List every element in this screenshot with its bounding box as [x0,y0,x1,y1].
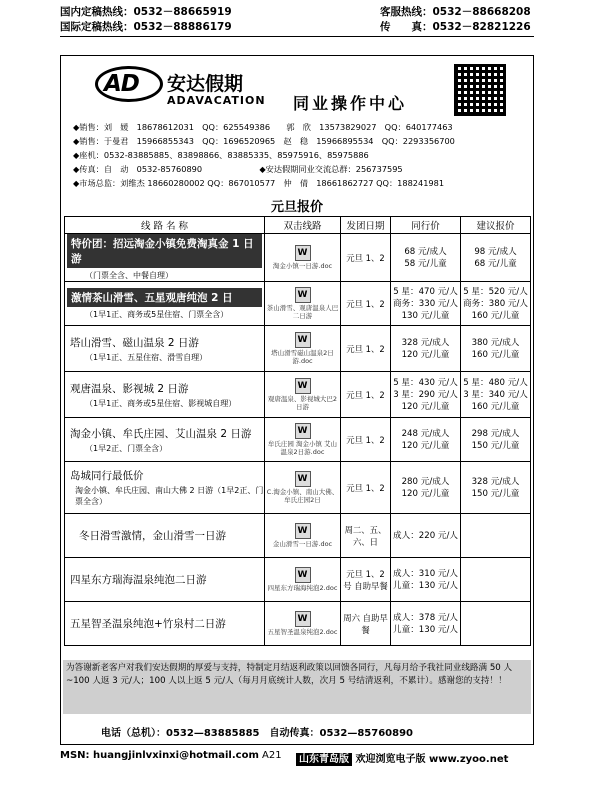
price-line: 120 元/儿童 [401,401,450,412]
price-line: 160 元/儿童 [471,310,520,321]
top-divider [60,36,534,37]
intl-hotline-label: 国际定稿热线： [60,21,134,33]
main-frame [60,55,534,745]
doc-link[interactable] [265,282,341,326]
price-line: 5 星：430 元/人 [393,377,458,388]
price-line: 328 元/成人 [401,337,450,348]
footer-msn: MSN: huangjinlvxinxi@hotmail.com [60,750,259,761]
doc-filename: C.淘金小镇、南山大佛、牟氏庄园2日 [266,488,339,504]
route-title: 冬日滑雪激情，金山滑雪一日游 [79,530,226,542]
domestic-hotline-value: 0532－88665919 [133,6,232,18]
brand-name-cn: 安达假期 [167,73,244,95]
doc-filename: 淘金小镇一日游.doc [272,262,333,270]
route-cell [65,514,265,558]
route-cell [65,282,265,326]
word-doc-icon: W [295,523,311,539]
phone-fax-line: 电话（总机）：0532—83885885 自动传真：0532—85760890 [101,728,413,739]
col-suggest-price: 建议报价 [461,217,531,234]
route-title: 五星智圣温泉纯泡+竹泉村二日游 [70,618,226,630]
price-line: 328 元/成人 [471,476,520,487]
domestic-hotline-label: 国内定稿热线： [60,6,134,18]
route-sub: （1早1正、商务或5星住宿、门票全含） [85,309,229,319]
price-line: 248 元/成人 [401,428,450,439]
doc-filename: 五星智圣温泉纯泡2.doc [267,628,338,636]
doc-filename: 牟氏庄园 淘金小镇 艾山温泉2日游.doc [267,440,338,456]
domestic-hotline [60,4,232,19]
footer-tail: 欢迎浏览电子版 www.zyoo.net [355,754,509,765]
price-line: 5 星：480 元/人 [463,377,528,388]
price-line: 160 元/儿童 [471,401,520,412]
word-doc-icon: W [295,423,311,439]
price-line: 120 元/儿童 [401,349,450,360]
price-line: 5 星：520 元/人 [463,286,528,297]
route-cell [65,602,265,646]
peer-price-cell [391,282,461,326]
peer-price-cell [391,234,461,282]
doc-link[interactable] [265,558,341,602]
price-line: 成人：220 元/人 [393,530,458,541]
peer-price-cell [391,418,461,462]
route-title: 特价团：招远淘金小镇免费淘真金 1 日游 [67,234,262,268]
word-doc-icon: W [295,567,311,583]
price-table [64,216,531,646]
doc-link[interactable] [265,462,341,514]
peer-price-cell [391,326,461,372]
date-cell: 元旦 1、2 [341,234,391,282]
contact-line: ◆销售：刘 媛 18678612031 QQ：625549386 郭 欣 13573829027 QQ：640177463 [73,122,453,132]
date-cell: 元旦 1、2 号 自助早餐 [341,558,391,602]
doc-filename: 塔山滑雪磁山温泉2日游.doc [271,349,334,365]
price-line: 298 元/成人 [471,428,520,439]
col-doc: 双击线路 [265,217,341,234]
route-cell [65,418,265,462]
suggest-price-cell [461,282,531,326]
route-cell [65,462,265,514]
route-title: 淘金小镇、牟氏庄园、艾山温泉 2 日游 [70,427,252,440]
date-cell: 周六 自助早餐 [341,602,391,646]
price-line: 98 元/成人 [474,246,517,257]
table-row [65,602,531,646]
date-cell: 元旦 1、2 [341,418,391,462]
suggest-price-cell [461,514,531,558]
section-title: 元旦报价 [270,200,323,215]
word-doc-icon: W [295,471,311,487]
route-cell [65,326,265,372]
peer-price-cell [391,602,461,646]
fax-line [380,19,531,34]
suggest-price-cell [461,602,531,646]
date-cell: 元旦 1、2 [341,282,391,326]
price-line: 280 元/成人 [401,476,450,487]
col-peer-price: 同行价 [391,217,461,234]
suggest-price-cell [461,326,531,372]
date-cell: 元旦 1、2 [341,372,391,418]
contact-line: ◆市场总监：刘维杰 18660280002 QQ：867010577 仲 倩 18661862727 QQ：188241981 [73,178,445,188]
price-line: 150 元/儿童 [471,440,520,451]
doc-link[interactable] [265,372,341,418]
price-line: 160 元/儿童 [471,349,520,360]
price-line: 5 星：470 元/人 [393,286,458,297]
table-row [65,326,531,372]
route-title: 四星东方瑞海温泉纯泡二日游 [70,574,207,586]
route-title: 激情茶山滑雪、五星观唐纯泡 2 日 [67,288,262,307]
route-sub: （1早2正、门票全含） [85,443,168,453]
price-line: 3 星：340 元/人 [463,389,528,400]
price-line: 68 元/成人 [404,246,447,257]
price-line: 儿童：130 元/人 [393,580,458,591]
peer-price-cell [391,372,461,418]
logo-text: AD [104,71,139,97]
price-line: 68 元/儿童 [474,258,517,269]
word-doc-icon: W [295,287,311,303]
operation-center-title: 同业操作中心 [293,94,408,113]
price-line: 儿童：130 元/人 [393,624,458,635]
route-sub: （门票全含、中餐自理） [85,271,173,280]
contact-line: ◆传真：自 动 0532-85760890 ◆安达假期同业交流总群：256737595 [73,164,403,174]
price-line: 150 元/儿童 [471,488,520,499]
route-cell [65,372,265,418]
doc-link[interactable] [265,234,341,282]
agency-header [61,56,533,219]
suggest-price-cell [461,234,531,282]
table-row [65,282,531,326]
rebate-notice: 为答谢新老客户对我们安达假期的厚爱与支持，特制定月结返利政策以回馈各同行，凡每月给予我社同业线路满 50 人~100 人返 3 元/人；100 人以上返 5 元/人（每月月底统计人数，次月 5 号结清返利，不累计）。感谢您的支持！！ [63,660,531,714]
table-row [65,372,531,418]
suggest-price-cell [461,418,531,462]
intl-hotline [60,19,232,34]
peer-price-cell [391,558,461,602]
col-date: 发团日期 [341,217,391,234]
contact-line: ◆销售：于曼君 15966855343 QQ：1696520965 赵 稳 15966895534 QQ：2293356700 [73,136,455,146]
service-hotline-label: 客服热线： [380,6,433,18]
route-sub: （1早1正、五星住宿、滑雪自理） [85,352,208,362]
doc-link[interactable] [265,418,341,462]
footer-page-number: A21 [262,750,282,761]
word-doc-icon: W [295,332,311,348]
brand-name-en: ADAVACATION [167,94,266,107]
doc-filename: 观唐温泉、影视城大巴2日游 [267,395,338,411]
price-line: 120 元/儿童 [401,440,450,451]
edition-badge: 山东青岛版 [296,753,352,766]
footer-edition-badge [296,750,508,765]
intl-hotline-value: 0532－88886179 [133,21,232,33]
table-row [65,514,531,558]
price-line: 58 元/儿童 [404,258,447,269]
doc-link[interactable] [265,326,341,372]
word-doc-icon: W [295,378,311,394]
fax-line-label: 传 真： [380,21,433,33]
table-row [65,418,531,462]
price-line: 380 元/成人 [471,337,520,348]
doc-filename: 金山滑雪一日游.doc [272,540,333,548]
price-line: 3 星：290 元/人 [393,389,458,400]
route-title: 岛城同行最低价 [70,470,144,482]
peer-price-cell [391,462,461,514]
route-cell [65,558,265,602]
price-line: 成人：310 元/人 [393,568,458,579]
service-hotline [380,4,531,19]
route-sub: 淘金小镇、牟氏庄园、南山大佛 2 日游（1早2正、门票全含） [75,486,264,506]
price-line: 120 元/儿童 [401,488,450,499]
suggest-price-cell [461,372,531,418]
peer-price-cell [391,514,461,558]
date-cell: 元旦 1、2 [341,326,391,372]
suggest-price-cell [461,558,531,602]
price-line: 成人：378 元/人 [393,612,458,623]
word-doc-icon: W [295,611,311,627]
table-row [65,234,531,282]
suggest-price-cell [461,462,531,514]
table-header-row [65,217,531,234]
col-route: 线 路 名 称 [65,217,265,234]
route-title: 塔山滑雪、磁山温泉 2 日游 [70,336,199,349]
route-cell [65,234,265,282]
date-cell: 元旦 1、2 [341,462,391,514]
word-doc-icon: W [295,245,311,261]
doc-filename: 茶山滑雪、观唐温泉人巴二日游 [266,304,339,320]
service-hotline-value: 0532－88668208 [432,6,531,18]
agency-logo [95,66,163,102]
fax-line-value: 0532－82821226 [432,21,531,33]
price-line: 130 元/儿童 [401,310,450,321]
price-line: 商务：330 元/人 [393,298,458,309]
route-sub: （1早1正、商务或5星住宿、影视城自理） [85,398,237,408]
date-cell: 周二、五、六、日 [341,514,391,558]
table-row [65,558,531,602]
route-title: 观唐温泉、影视城 2 日游 [70,382,189,395]
price-line: 商务：380 元/人 [463,298,528,309]
table-row [65,462,531,514]
doc-link[interactable] [265,602,341,646]
qr-code-icon [454,64,506,116]
doc-link[interactable] [265,514,341,558]
contact-line: ◆座机：0532-83885885、83898866、83885335、85975916、85975886 [73,150,369,160]
doc-filename: 四星东方瑞海纯泡2.doc [267,584,338,592]
